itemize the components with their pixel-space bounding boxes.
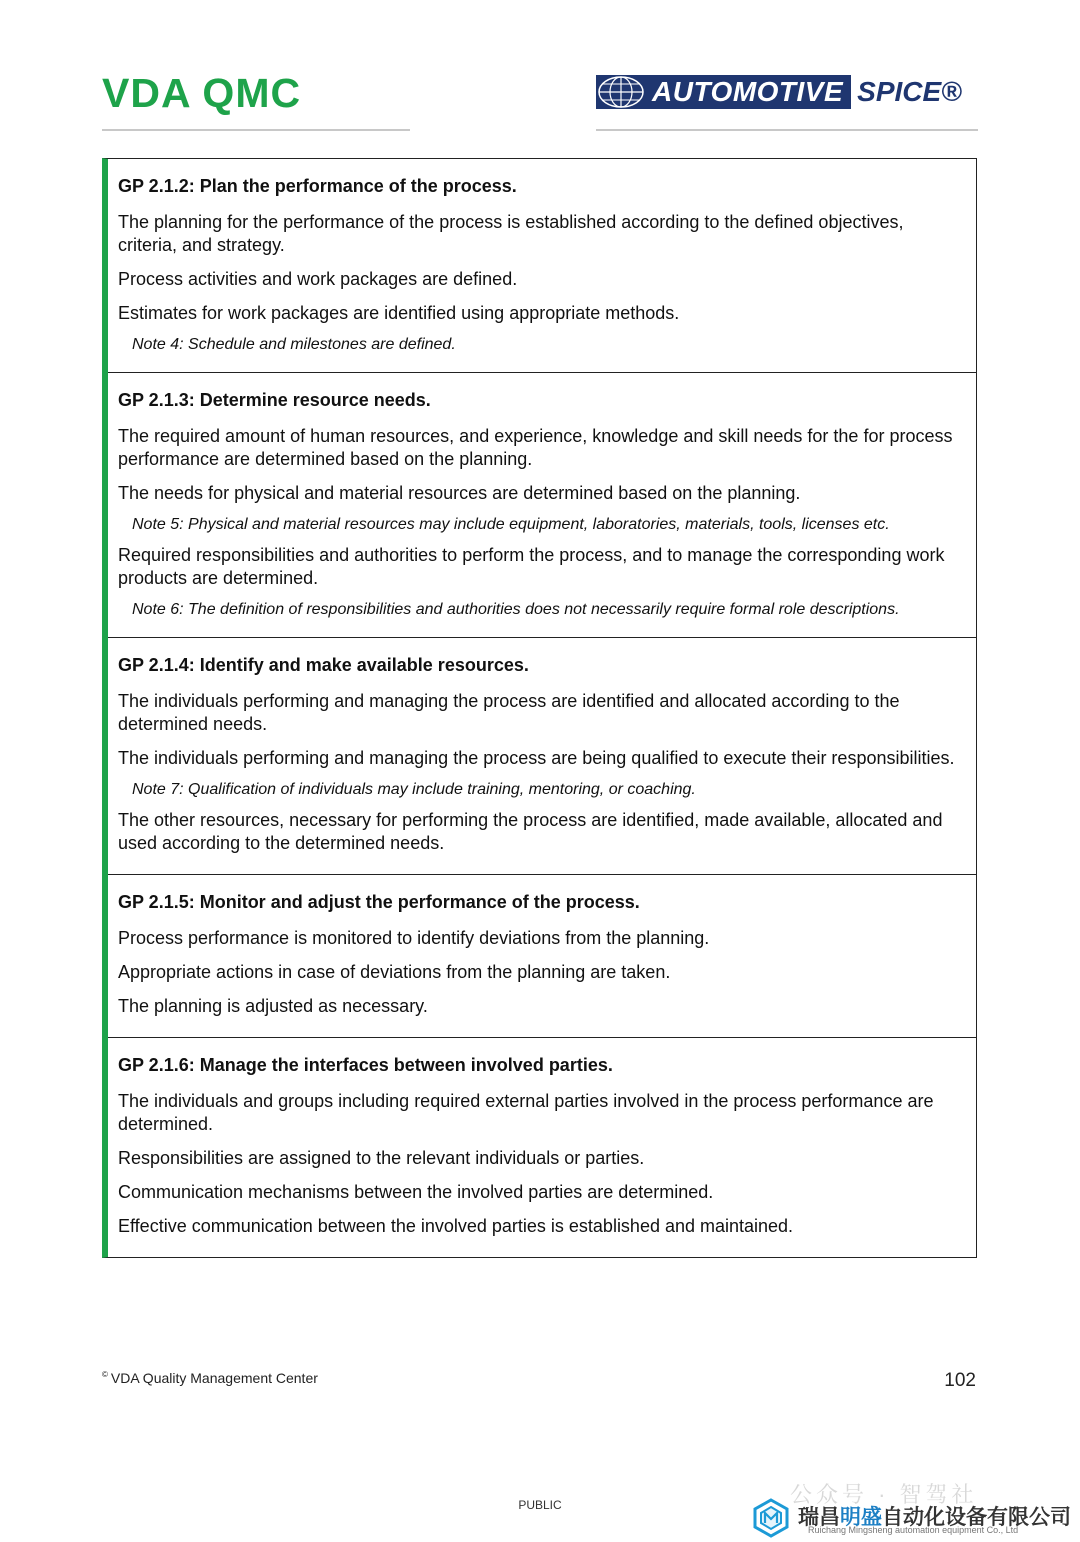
watermark-faint-text: 公众号 · 智驾社 [790, 1482, 978, 1507]
note-text: Note 5: Physical and material resources may include equipment, laboratories, materials, tools, licenses etc. [132, 516, 890, 533]
gp-title: GP 2.1.5: Monitor and adjust the performance of the process. [118, 892, 640, 912]
gp-title: GP 2.1.6: Manage the interfaces between involved parties. [118, 1055, 613, 1075]
watermark-company-cn: 瑞昌明盛自动化设备有限公司 [798, 1505, 1071, 1529]
gp-title: GP 2.1.3: Determine resource needs. [118, 390, 431, 410]
practice-text: The individuals performing and managing the process are being qualified to execute their responsibilities. [118, 748, 955, 768]
note-text: Note 7: Qualification of individuals may include training, mentoring, or coaching. [132, 781, 696, 798]
vda-qmc-logo: VDA QMC [102, 70, 302, 116]
note-text: Note 6: The definition of responsibilities and authorities does not necessarily require formal role descriptions. [132, 601, 900, 618]
automotive-band: AUTOMOTIVE [646, 75, 851, 109]
footer-org: VDA Quality Management Center [110, 1370, 318, 1386]
header-divider-left [102, 129, 410, 131]
footer-copyright [102, 1370, 318, 1386]
gp-section [108, 159, 976, 373]
practice-text: The planning for the performance of the process is established according to the defined objectives, criteria, and strategy. [118, 212, 904, 255]
practice-text: Required responsibilities and authorities to perform the process, and to manage the corresponding work products are determined. [118, 545, 945, 588]
practice-text: The planning is adjusted as necessary. [118, 996, 428, 1016]
page-number: 102 [944, 1370, 976, 1391]
practice-text: Responsibilities are assigned to the relevant individuals or parties. [118, 1148, 645, 1168]
note-text: Note 4: Schedule and milestones are defined. [132, 336, 456, 353]
copyright-symbol: © [102, 1370, 108, 1379]
practice-text: Appropriate actions in case of deviations from the planning are taken. [118, 962, 671, 982]
practice-text: Communication mechanisms between the involved parties are determined. [118, 1182, 714, 1202]
watermark-company-en: Ruichang Mingsheng automation equipment Co., Ltd [808, 1525, 1019, 1535]
practice-text: Process performance is monitored to identify deviations from the planning. [118, 928, 710, 948]
practice-text: The required amount of human resources, and experience, knowledge and skill needs for the for process performance are determined based on the planning. [118, 426, 953, 469]
practice-text: Effective communication between the involved parties is established and maintained. [118, 1216, 794, 1236]
practice-text: The needs for physical and material resources are determined based on the planning. [118, 483, 801, 503]
practice-text: Estimates for work packages are identified using appropriate methods. [118, 303, 680, 323]
automotive-spice-logo [596, 74, 962, 110]
gp-section [108, 373, 976, 638]
spice-word: SPICE® [857, 76, 962, 107]
gp-section [108, 638, 976, 875]
practice-text: The individuals and groups including required external parties involved in the process performance are determined. [118, 1091, 934, 1134]
gp-section [108, 875, 976, 1038]
practice-text: The other resources, necessary for performing the process are identified, made available, allocated and used according to the determined needs. [118, 810, 943, 853]
gp-section [108, 1038, 976, 1257]
company-logo-icon [752, 1498, 790, 1538]
generic-practices-table [102, 158, 977, 1258]
gp-title: GP 2.1.2: Plan the performance of the process. [118, 176, 517, 196]
practice-text: Process activities and work packages are defined. [118, 269, 518, 289]
globe-grid-icon [596, 75, 646, 109]
practice-text: The individuals performing and managing the process are identified and allocated according to the determined needs. [118, 691, 900, 734]
gp-title: GP 2.1.4: Identify and make available resources. [118, 655, 529, 675]
header-divider-right [596, 129, 978, 131]
classification-label: PUBLIC [518, 1498, 562, 1512]
